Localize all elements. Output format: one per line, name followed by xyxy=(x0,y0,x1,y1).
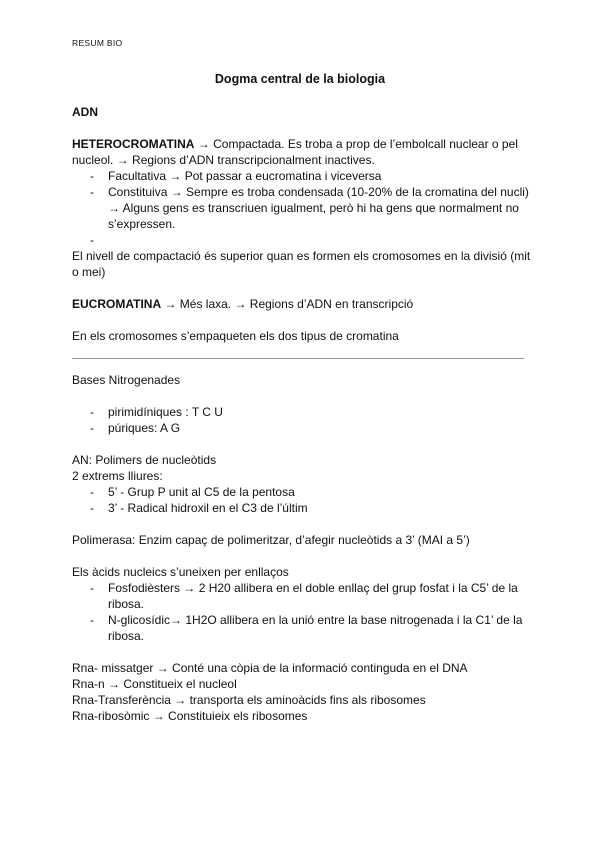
an-line-2: 2 extrems lliures: xyxy=(72,469,163,483)
list-item: - púriques: A G xyxy=(72,420,532,436)
an-line-1: AN: Polimers de nucleòtids xyxy=(72,453,217,467)
section-heading-adn: ADN xyxy=(72,105,98,119)
heterocromatina-term: HETEROCROMATINA xyxy=(72,137,195,151)
document-body xyxy=(72,104,532,724)
list-item: - 3’ - Radical hidroxil en el C3 de l’últim xyxy=(72,500,532,516)
list-item: - pirimidíniques : T C U xyxy=(72,404,532,420)
page-title: Dogma central de la biologia xyxy=(214,72,386,86)
rna-line: Rna- missatger → Conté una còpia de la informació continguda en el DNA xyxy=(72,661,468,675)
list-item: - 5’ - Grup P unit al C5 de la pentosa xyxy=(72,484,532,500)
polimerasa-paragraph: Polimerasa: Enzim capaç de polimeritzar, d’afegir nucleòtids a 3’ (MAI a 5’) xyxy=(72,533,470,547)
rna-line: Rna-n → Constitueix el nucleol xyxy=(72,677,237,691)
heterocromatina-list xyxy=(72,168,532,248)
list-item-empty xyxy=(72,232,532,248)
cromosomes-paragraph: En els cromosomes s’empaqueten els dos tipus de cromatina xyxy=(72,329,399,343)
eucromatina-desc: → Més laxa. → Regions d’ADN en transcripció xyxy=(161,297,414,311)
eucromatina-paragraph xyxy=(72,296,532,312)
rna-line: Rna-Transferència → transporta els aminoàcids fins als ribosomes xyxy=(72,693,426,707)
bases-list xyxy=(72,404,532,436)
heterocromatina-desc: → Compactada. Es troba a prop de l’embolcall nuclear o pel nucleol. → Regions d’ADN transcripcionalment inactives. xyxy=(72,137,518,167)
enllacos-heading: Els àcids nucleics s’uneixen per enllaços xyxy=(72,565,289,579)
rna-line: Rna-ribosòmic → Constituieix els ribosomes xyxy=(72,709,308,723)
horizontal-divider xyxy=(72,358,524,359)
page-header: RESUM BIO xyxy=(72,38,123,48)
list-item: - N-glicosídic→ 1H2O allibera en la unió entre la base nitrogenada i la C1’ de la ribosa. xyxy=(72,612,532,644)
bases-heading: Bases Nitrogenades xyxy=(72,373,181,387)
list-item: - Fosfodièsters → 2 H20 allibera en el doble enllaç del grup fosfat i la C5’ de la ribosa. xyxy=(72,580,532,612)
heterocromatina-paragraph xyxy=(72,136,532,168)
list-item: - Constituiva → Sempre es troba condensada (10-20% de la cromatina del nucli) → Alguns gens es transcriuen igualment, però hi ha gens que normalment no s’expressen. xyxy=(72,184,532,232)
enllacos-list xyxy=(72,580,532,644)
an-list xyxy=(72,484,532,516)
compactacio-paragraph: El nivell de compactació és superior quan es formen els cromosomes en la divisió (mit o mei) xyxy=(72,249,531,279)
eucromatina-term: EUCROMATINA xyxy=(72,297,162,311)
list-item: - Facultativa → Pot passar a eucromatina i viceversa xyxy=(72,168,532,184)
